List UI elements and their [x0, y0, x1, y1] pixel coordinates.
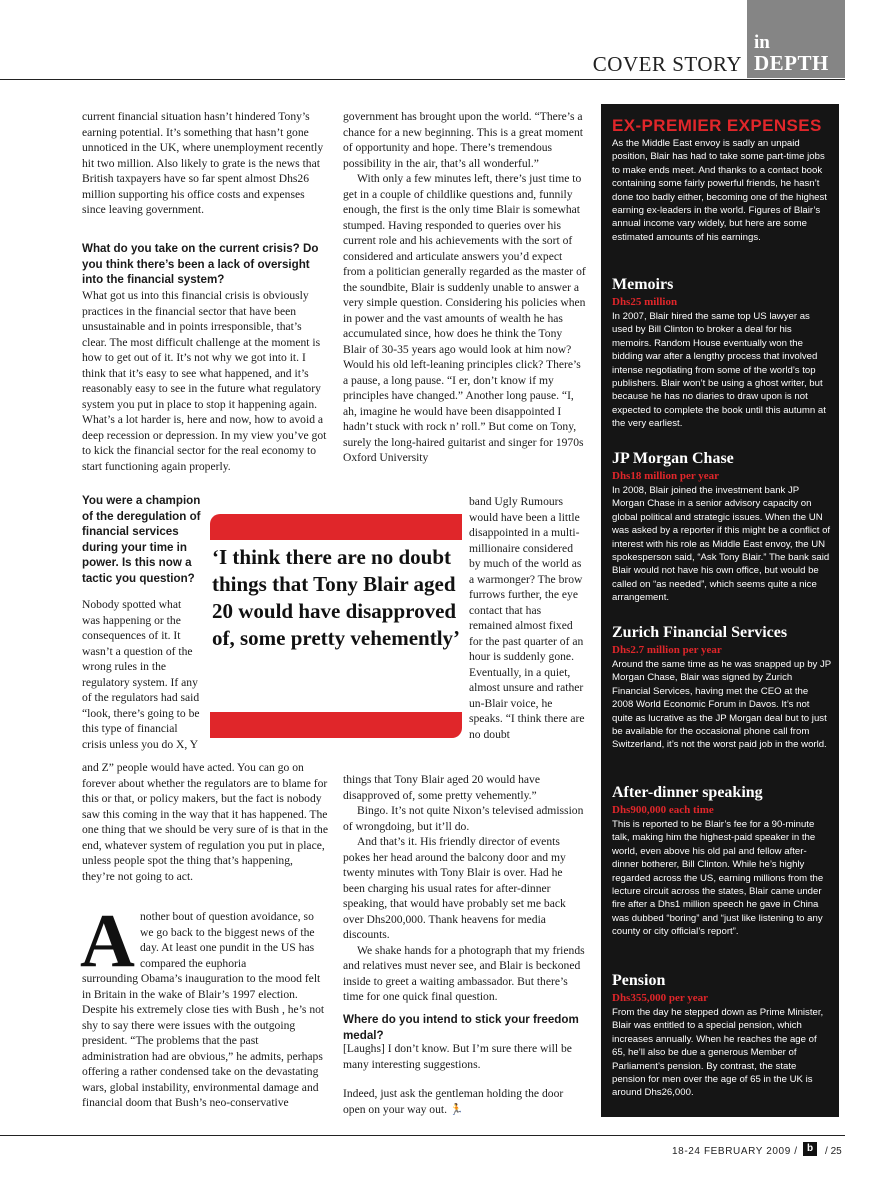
- footer-page: [825, 1146, 842, 1157]
- sidebar-item-pension-text: From the day he stepped down as Prime Minister, Blair was entitled to a special pension, which increases annually. When he reaches the age of 65, he’ll also be due a generous Member of Parliament’s pension. By contrast, the state pension for men over the age of 65 in the UK is around Dhs26,000.: [612, 1007, 824, 1099]
- article-col2-block2: [343, 772, 587, 1005]
- question-1: What do you take on the current crisis? Do you think there’s been a lack of oversight into the financial system?: [82, 242, 319, 286]
- pullquote-text: ‘I think there are no doubt things that Tony Blair aged 20 would have disapproved of, some pretty vehemently’: [212, 545, 461, 650]
- footer-date: [672, 1146, 798, 1157]
- col2-para5: And that’s it. His friendly director of events pokes her head around the balcony door and my twenty minutes with Tony Blair is over. Had he been charging his usual rates for after-dinner speaking, that would have probably set me back over Dhs200,000. Thank heavens for media discounts.: [343, 835, 566, 941]
- answer-2-part2: and Z” people would have acted. You can go on forever about whether the regulators are to blame for this or that, or policy makers, but the fact is nobody saw this coming in the way that it has happened. The one thing that we should be very sure of is that in the end, whatever system of regulation you put in place, unless people spot the thing that’s happening, they’re not going to act.: [82, 761, 328, 883]
- col2-para3: things that Tony Blair aged 20 would have disapproved of, some pretty vehemently.”: [343, 773, 541, 802]
- drop-cap: A: [80, 899, 135, 983]
- pullquote-bottom-bar: [210, 712, 462, 738]
- sidebar-item-speaking-amount: Dhs900,000 each time: [612, 804, 714, 816]
- sidebar-box: [601, 104, 839, 1117]
- col2-para4: Bingo. It’s not quite Nixon’s televised admission of wrongdoing, but it’ll do.: [343, 804, 584, 833]
- col2-para1: government has brought upon the world. “There’s a chance for a new beginning. This is a great moment of opportunity and hope. There’s tremendous possibility in the air, that’s all wonderful.”: [343, 110, 583, 170]
- col2-para6: We shake hands for a photograph that my friends and relatives must never see, and Blair is beckoned inside to greet a waiting ambassador. But there’s time for one quick final question.: [343, 943, 585, 1003]
- sidebar-item-jpmorgan-amount: Dhs18 million per year: [612, 470, 720, 482]
- sidebar-item-zurich-heading: Zurich Financial Services: [612, 624, 788, 641]
- question-3: Where do you intend to stick your freedom medal?: [343, 1013, 579, 1042]
- article-col1-para1: current financial situation hasn’t hindered Tony’s earning potential. It’s something that hasn’t gone unnoticed in the UK, where unemployment recently hit two million. Also likely to grate is the news that British taxpayers have so far spent almost Dhs26 million supporting his office costs and expenses since leaving government.: [82, 110, 324, 216]
- page-number: 25: [830, 1146, 842, 1157]
- section-label: COVER STORY: [592, 52, 742, 76]
- question-2: You were a champion of the deregulation of financial services during your time in power. Is this now a tactic you question?: [82, 494, 201, 585]
- header-rule: [0, 79, 845, 80]
- dropcap-paragraph-start: nother bout of question avoidance, so we go back to the biggest news of the day. At least one pundit in the US has compared the euphoria: [140, 910, 315, 970]
- in-depth-label-in: in: [754, 32, 770, 53]
- sidebar-title: EX-PREMIER EXPENSES: [612, 116, 822, 135]
- answer-3: [Laughs] I don’t know. But I’m sure there will be many interesting suggestions.: [343, 1042, 572, 1071]
- footer-separator: /: [825, 1146, 828, 1157]
- sidebar-item-zurich-amount: Dhs2.7 million per year: [612, 644, 722, 656]
- sidebar-item-zurich-text: Around the same time as he was snapped up by JP Morgan Chase, Blair was signed by Zurich Financial Services, having met the CEO at the 2008 World Economic Forum in Davos. It’s not quite as lucrative as the JP Morgan deal but to just be available for the occasional phone call from Switzerland, it’s not the worst paid job in the world.: [612, 659, 832, 751]
- footer-separator: /: [794, 1146, 798, 1157]
- sidebar-item-pension-heading: Pension: [612, 972, 666, 989]
- sidebar-item-memoirs-amount: Dhs25 million: [612, 296, 678, 308]
- sidebar-item-speaking-heading: After-dinner speaking: [612, 784, 763, 801]
- pullquote-top-bar: [210, 514, 462, 540]
- footer-rule: [0, 1135, 845, 1136]
- sidebar-item-memoirs-text: In 2007, Blair hired the same top US lawyer as used by Bill Clinton to broker a deal for his memoirs. Random House eventually won the bidding war after a lengthy process that involved intense negotiating from some of the world’s top publishers. Blair won’t be using a ghost writer, but because he has no diaries to draw upon is not expected to complete the book until this autumn at the very earliest.: [612, 311, 826, 430]
- dropcap-paragraph-rest: surrounding Obama’s inauguration to the mood felt in Britain in the wake of Blair’s 1997 election. Despite his extremely close ties with Bush , he’s not shy to say there were issues with the outgoing president. “The problems that the past administration had are obvious,” he admits, perhaps offering a rather condensed take on the devastating wars, global instability, environmental damage and financial doom that Bush’s neo-conservative: [82, 972, 325, 1109]
- magazine-logo: b: [803, 1142, 817, 1156]
- sidebar-item-pension-amount: Dhs355,000 per year: [612, 992, 709, 1004]
- article-col2-block1: [343, 109, 587, 466]
- sidebar-intro: As the Middle East envoy is sadly an unpaid position, Blair has had to take some part-time jobs to make ends meet. And thanks to a contact book containing some fairly powerful friends, he hasn’t done too badly either, becoming one of the highest earning ex-leaders in the world. Figures of Blair’s annual income vary widely, but here are some estimated amounts of his earnings.: [612, 138, 827, 243]
- in-depth-label-depth: DEPTH: [754, 51, 829, 75]
- end-mark-icon: 🏃: [449, 1103, 464, 1116]
- sidebar-item-speaking-text: This is reported to be Blair’s fee for a 90-minute talk, making him the highest-paid speaker in the world, even above his old pal and fellow after-dinner botherer, Bill Clinton. While he’s highly regarded across the US, earning millions from the lecture circuit across the states, Blair came under fire after a Dhs1 million speech he gave in China was dubbed “boring” and “just like listening to any county or city official’s report”.: [612, 819, 824, 938]
- sidebar-item-jpmorgan-heading: JP Morgan Chase: [612, 450, 734, 467]
- sidebar-item-memoirs-heading: Memoirs: [612, 276, 674, 293]
- issue-date: 18-24 FEBRUARY 2009: [672, 1146, 791, 1157]
- closing-text: Indeed, just ask the gentleman holding the door open on your way out.: [343, 1087, 564, 1116]
- answer-2-part1: Nobody spotted what was happening or the consequences of it. It wasn’t a question of the wrong rules in the regulatory system. If any of the regulators had said “look, there’s going to be this type of financial crisis unless you do X, Y: [82, 598, 200, 751]
- closing-paragraph: [343, 1086, 587, 1118]
- answer-1: What got us into this financial crisis is obviously practices in the financial sector that have been unsustainable and in points irresponsible, that’s clear. The most difficult challenge at the moment is how to get out of it. It’s not why we got into it. I think that it’s easy to see what happened, and it’s reasonably easy to see in the future what regulatory system you put in place to stop it happening again. What’s a lot harder is, here and now, how to avoid a deep recession or depression. In my view you’ve got to kick the financial sector for the real economy to start functioning again properly.: [82, 289, 327, 473]
- col2-para2: With only a few minutes left, there’s just time to get in a couple of childlike questions and, funnily enough, the first is the only time Blair is somewhat stumped. Having responded to queries over his current role and his achievements with the sort of considered and articulate answers you’d expect from a politician generally regarded as the master of the soundbite, Blair is suddenly unable to answer a very simple question. Considering his policies when in power and the vast amounts of wealth he has accumulated since, how does he think the Tony Blair of 30-35 years ago would look at him now? Would his old left-leaning principles click? There’s a pause, a long pause. “I er, don’t know if my principles have changed.” Another long pause. “I, ah, imagine he would have been disappointed I hadn’t stuck with rock n’ roll.” But come on Tony, surely the long-haired guitarist and singer for 1970s Oxford University: [343, 172, 586, 464]
- article-col2-wrap-text: band Ugly Rumours would have been a little disappointed in a multi-millionaire considered by much of the world as a warmonger? The brow furrows further, the eye contact that has remained almost fixed for the past quarter of an hour is suddenly gone. Eventually, in a quiet, almost unsure and rather un-Blair voice, he speaks. “I think there are no doubt: [469, 495, 585, 741]
- sidebar-item-jpmorgan-text: In 2008, Blair joined the investment bank JP Morgan Chase in a senior advisory capacity on global political and strategic issues. When the UN was asked by a reporter if this might be a conflict of interest with his role as Middle East envoy, the UN spokesperson said, “Ask Tony Blair.” The bank said Blair would not have his own office, but would be called on “as needed”, which seems quite a nice arrangement.: [612, 485, 831, 604]
